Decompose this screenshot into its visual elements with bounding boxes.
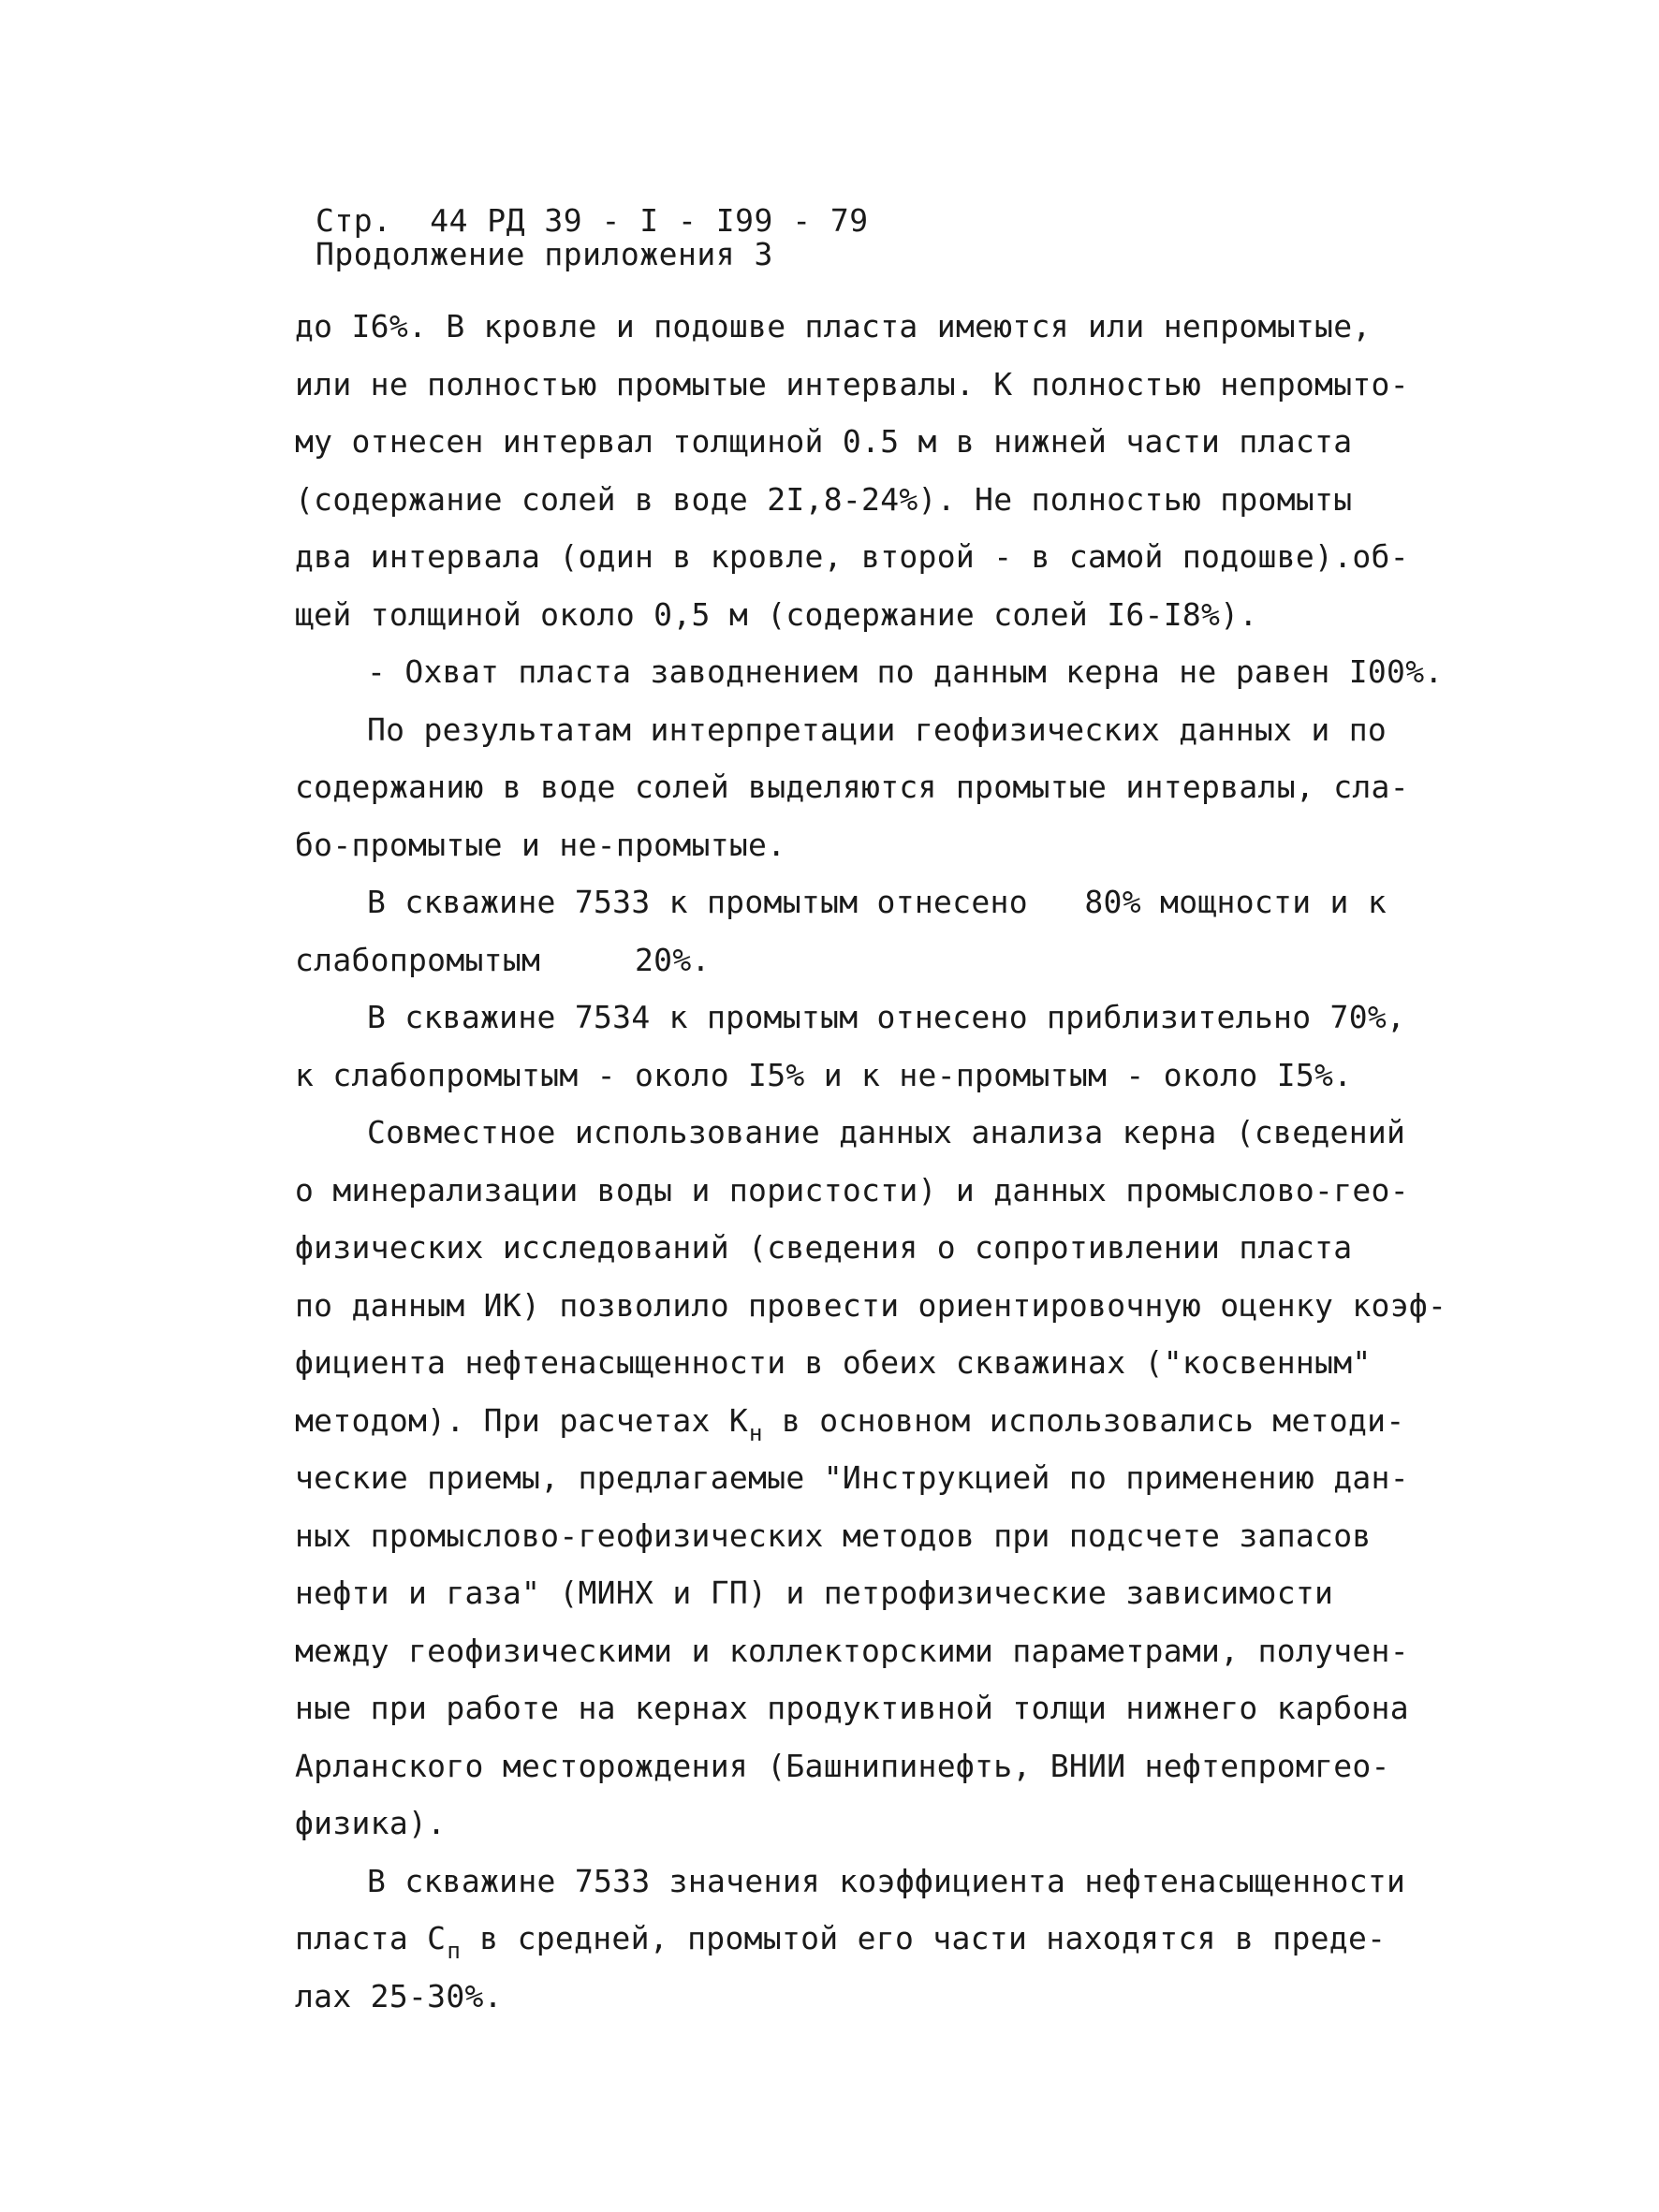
text-line-content: ческие приемы, предлагаемые "Инструкцией по применению дан-: [295, 1459, 1409, 1496]
text-line: [295, 931, 1400, 989]
text-line: [295, 356, 1409, 414]
text-line-content: - Охват пласта заводнением по данным керна не равен I00%.: [367, 653, 1444, 690]
text-line-content: фициента нефтенасыщенности в обеих скважинах ("косвенным": [295, 1344, 1372, 1381]
text-line: [295, 1564, 1400, 1622]
text-line: [295, 1968, 1400, 2026]
text-line-content: к слабопромытым - около I5% и к не-промытым - около I5%.: [295, 1056, 1353, 1093]
text-line: [295, 1219, 1400, 1277]
text-line: [295, 1507, 1400, 1565]
text-line-content: по данным ИК) позволило провести ориентировочную оценку коэф-: [295, 1286, 1447, 1324]
text-line: [295, 298, 1400, 356]
text-line-content: между геофизическими и коллекторскими параметрами, получен-: [295, 1632, 1409, 1669]
text-line-content: ных промыслово-геофизических методов при подсчете запасов: [295, 1516, 1372, 1554]
text-line: [295, 528, 1409, 586]
text-line: [295, 1737, 1400, 1795]
text-line-content: ные при работе на кернах продуктивной толщи нижнего карбона: [295, 1690, 1409, 1726]
text-line-content: щей толщиной около 0,5 м (содержание солей I6-I8%).: [295, 595, 1258, 633]
text-line-content: В скважине 7533 значения коэффициента нефтенасыщенности: [367, 1862, 1406, 1899]
text-line: [295, 471, 1400, 529]
text-line: [295, 1622, 1409, 1680]
appendix-continuation: Продолжение приложения 3: [316, 236, 773, 272]
text-line-content: нефти и газа" (МИНХ и ГП) и петрофизические зависимости: [295, 1575, 1334, 1611]
subscript: п: [447, 1938, 462, 1964]
text-line-content: или не полностью промытые интервалы. К полностью непромыто-: [295, 365, 1409, 403]
text-line: [295, 643, 1444, 701]
text-line: [295, 1853, 1406, 1911]
text-line-content: до I6%. В кровле и подошве пласта имеются или непромытые,: [295, 308, 1372, 344]
text-line: [295, 701, 1400, 759]
subscript: н: [749, 1419, 763, 1446]
text-line: [295, 816, 1400, 874]
page-header: [316, 204, 869, 271]
page-reference: Стр. 44 РД 39 - I - I99 - 79: [316, 202, 869, 239]
text-line-content: физических исследований (сведения о сопротивлении пласта: [295, 1229, 1353, 1266]
text-line-content: Арланского месторождения (Башнипинефть, ВНИИ нефтепромгео-: [295, 1747, 1390, 1784]
text-line-content: о минерализации воды и пористости) и данных промыслово-гео-: [295, 1171, 1409, 1209]
text-line-continuation: в основном использовались методи-: [762, 1401, 1405, 1439]
text-line-content: В скважине 7534 к промытым отнесено приблизительно 70%,: [367, 999, 1406, 1035]
text-line-content: физика).: [295, 1805, 447, 1841]
text-line: [295, 586, 1400, 644]
text-line-content: лах 25-30%.: [295, 1977, 503, 2014]
text-line-content: (содержание солей в воде 2I,8-24%). Не полностью промыты: [295, 480, 1353, 518]
text-line-content: содержанию в воде солей выделяются промытые интервалы, сла-: [295, 769, 1409, 805]
text-line-content: слабопромытым 20%.: [295, 941, 711, 978]
text-line: [295, 1679, 1409, 1737]
text-line-content: Совместное использование данных анализа керна (сведений: [367, 1114, 1406, 1150]
text-line-content: бо-промытые и не-промытые.: [295, 826, 786, 863]
text-line: [295, 1277, 1447, 1335]
text-line-content: По результатам интерпретации геофизических данных и по: [367, 710, 1387, 748]
text-line: [295, 989, 1406, 1047]
text-line-content: два интервала (один в кровле, второй - в самой подошве).об-: [295, 538, 1409, 575]
text-line-content: му отнесен интервал толщиной 0.5 м в нижней части пласта: [295, 423, 1353, 460]
text-line-content: В скважине 7533 к промытым отнесено 80% мощности и к: [367, 884, 1387, 920]
text-line: [295, 1104, 1406, 1162]
text-line: [295, 1047, 1400, 1105]
text-line: [295, 873, 1400, 931]
text-line: [295, 1334, 1400, 1392]
text-line: [295, 1449, 1409, 1507]
text-line-content: пласта С: [295, 1920, 447, 1956]
text-line: [295, 1910, 1400, 1968]
text-line-continuation: в средней, промытой его части находятся в преде-: [461, 1920, 1387, 1956]
text-line: [295, 413, 1400, 471]
text-line: [295, 1795, 1400, 1853]
body-text: [295, 298, 1447, 2025]
text-line: [295, 1392, 1405, 1450]
text-line: [295, 758, 1409, 816]
text-line-content: методом). При расчетах К: [295, 1401, 749, 1439]
text-line: [295, 1162, 1409, 1220]
